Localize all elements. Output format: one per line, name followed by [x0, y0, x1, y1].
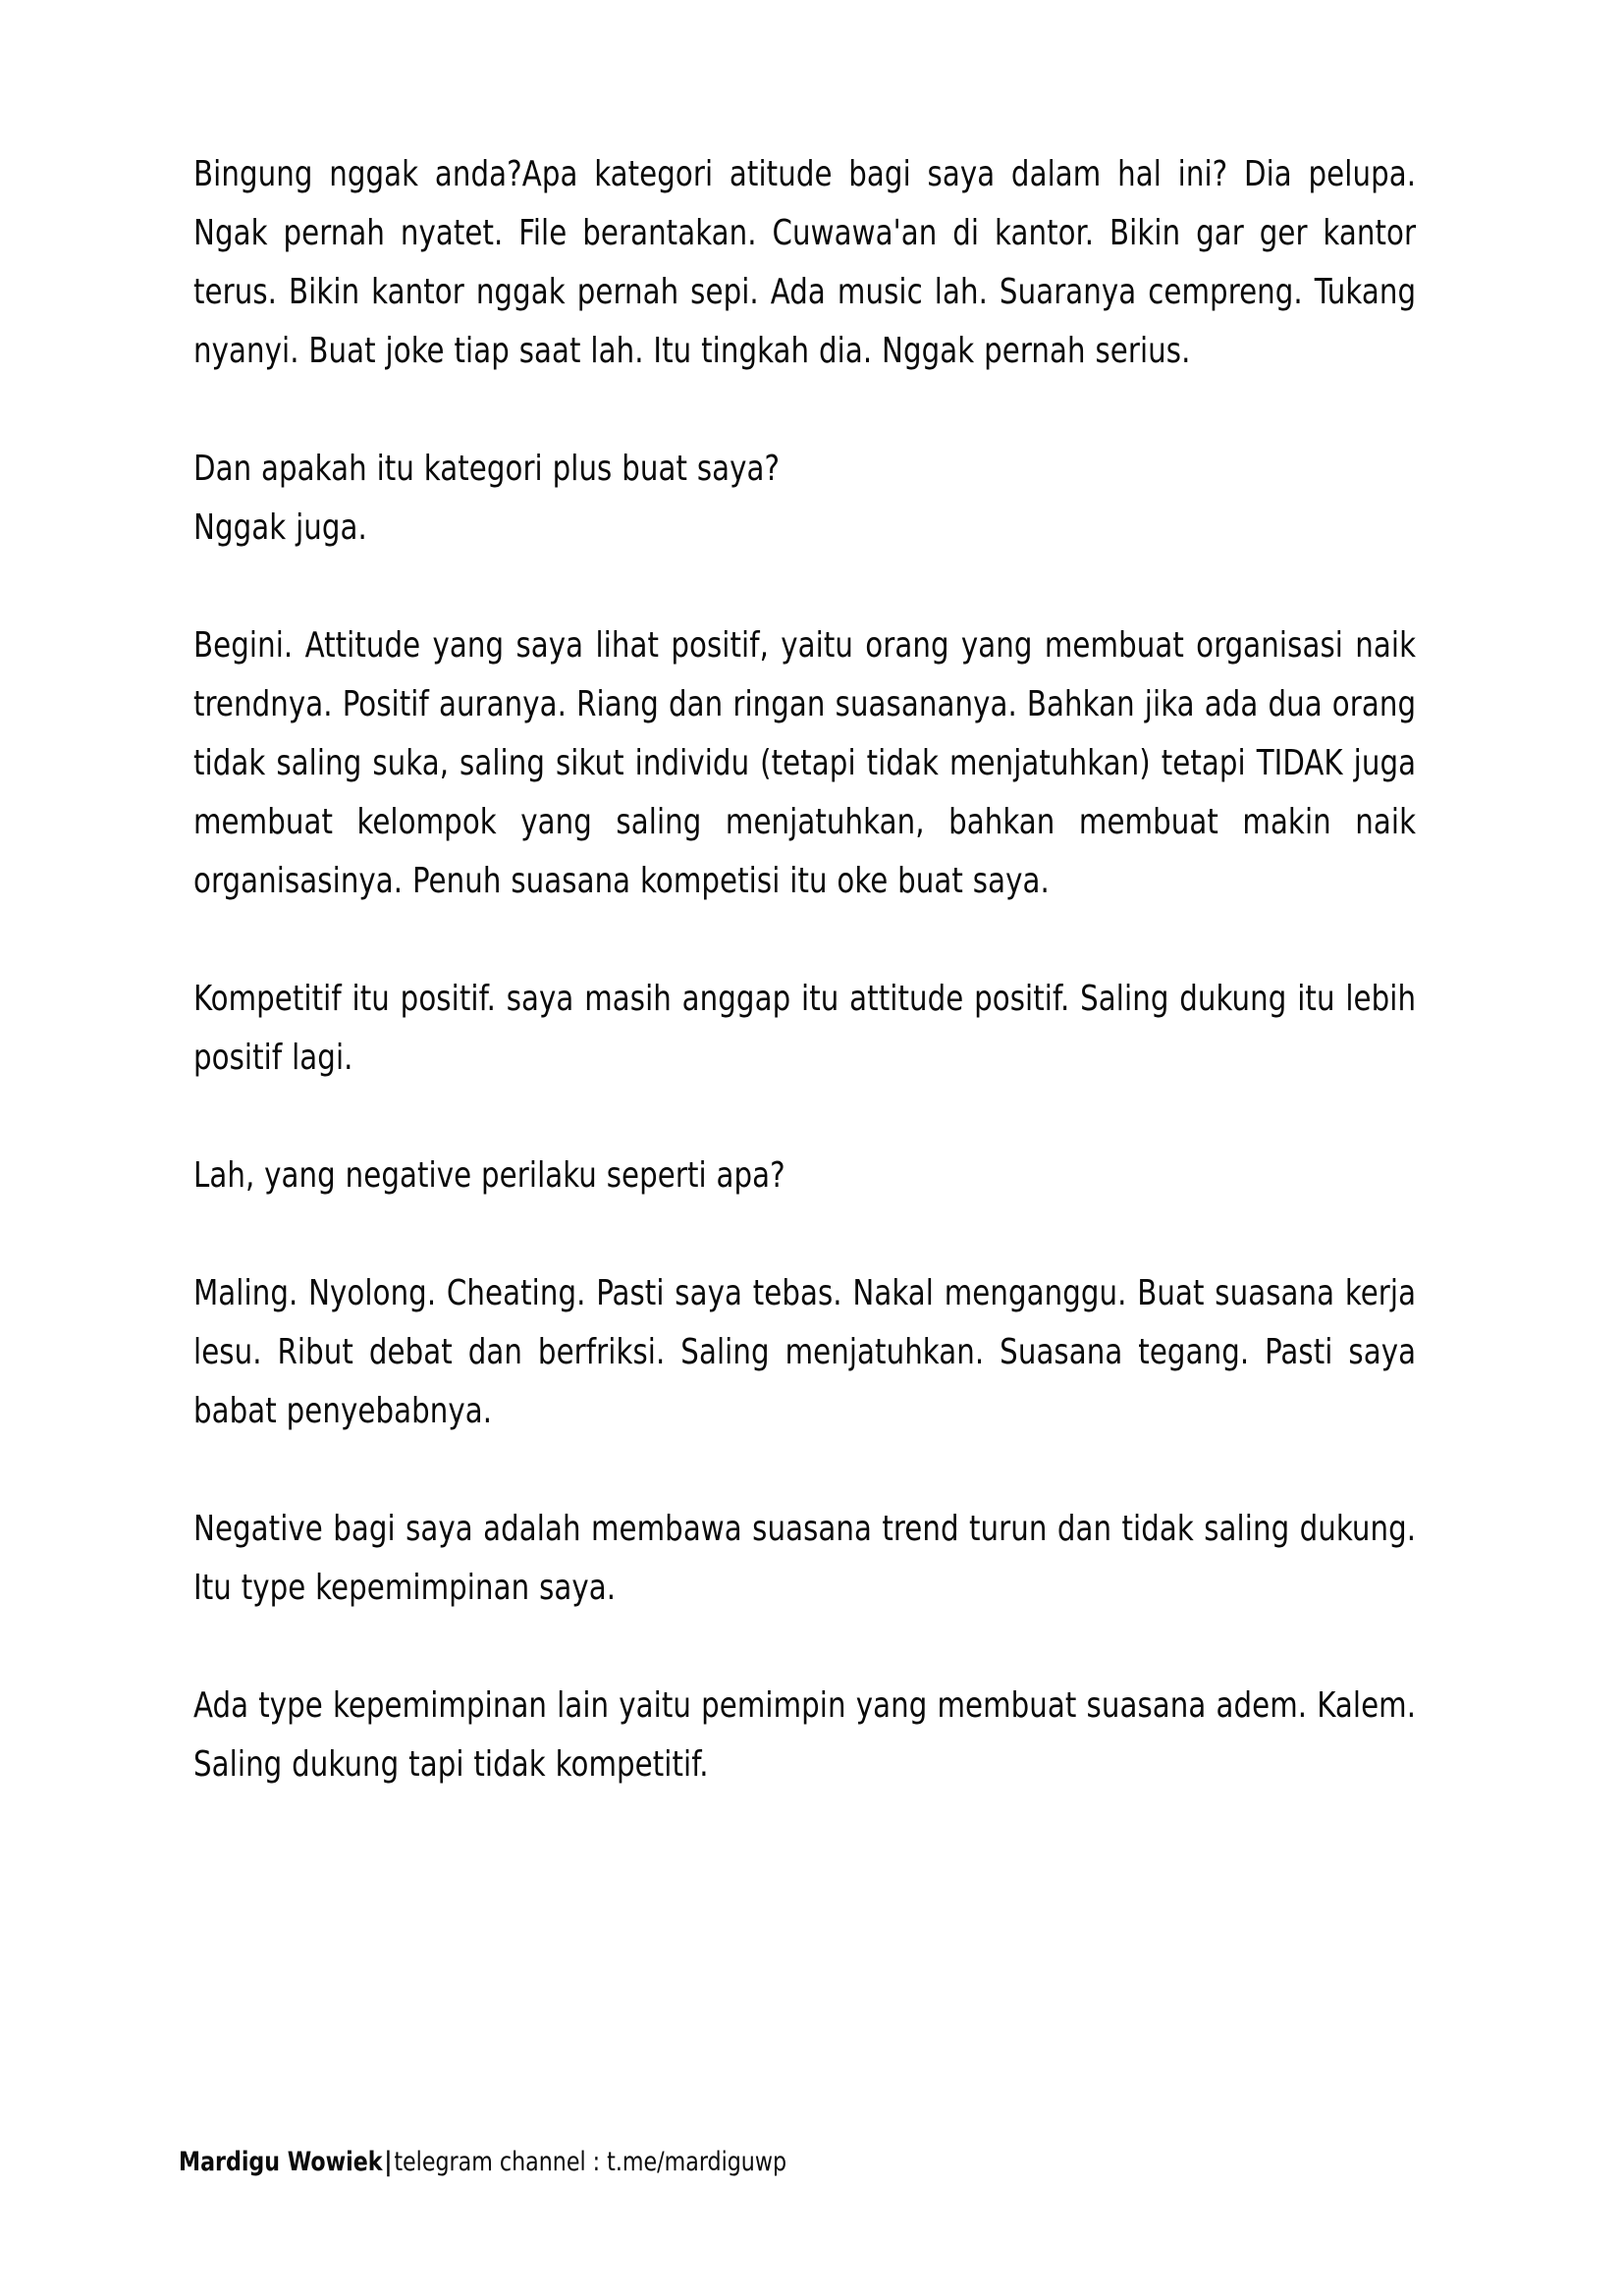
paragraph-7: Maling. Nyolong. Cheating. Pasti saya tebas. Nakal menganggu. Buat suasana kerja lesu. Ribut debat dan berfriksi. Saling menjatuhkan. Suasana tegang. Pasti saya babat penyebabnya. — [193, 1273, 1417, 1431]
paragraph-spacer — [193, 1441, 1416, 1500]
footer-channel: telegram channel : t.me/mardiguwp — [394, 2147, 787, 2177]
paragraph-4: Begini. Attitude yang saya lihat positif, yaitu orang yang membuat organisasi naik trendnya. Positif auranya. Riang dan ringan suasananya. Bahkan jika ada dua orang tidak saling suka, saling sikut individu (tetapi tidak menjatuhkan) tetapi TIDAK juga membuat kelompok yang saling menjatuhkan, bahkan membuat makin naik organisasinya. Penuh suasana kompetisi itu oke buat saya. — [193, 625, 1417, 901]
paragraph-spacer — [193, 1088, 1416, 1147]
document-body — [193, 145, 1416, 1794]
footer-author: Mardigu Wowiek — [179, 2147, 383, 2177]
paragraph-6: Lah, yang negative perilaku seperti apa? — [193, 1155, 785, 1196]
page-footer — [179, 2146, 786, 2179]
footer-separator: | — [384, 2147, 393, 2177]
paragraph-spacer — [193, 911, 1416, 970]
paragraph-spacer — [193, 381, 1416, 440]
paragraph-9: Ada type kepemimpinan lain yaitu pemimpin yang membuat suasana adem. Kalem. Saling dukung tapi tidak kompetitif. — [193, 1685, 1417, 1785]
paragraph-spacer — [193, 1205, 1416, 1264]
paragraph-1: Bingung nggak anda?Apa kategori atitude bagi saya dalam hal ini? Dia pelupa. Ngak pernah nyatet. File berantakan. Cuwawa'an di kantor. Bikin gar ger kantor terus. Bikin kantor nggak pernah sepi. Ada music lah. Suaranya cempreng. Tukang nyanyi. Buat joke tiap saat lah. Itu tingkah dia. Nggak pernah serius. — [193, 154, 1417, 371]
paragraph-3: Nggak juga. — [193, 507, 367, 548]
paragraph-2: Dan apakah itu kategori plus buat saya? — [193, 449, 781, 489]
paragraph-spacer — [193, 558, 1416, 616]
paragraph-spacer — [193, 1618, 1416, 1677]
paragraph-8: Negative bagi saya adalah membawa suasana trend turun dan tidak saling dukung. Itu type kepemimpinan saya. — [193, 1509, 1417, 1608]
paragraph-5: Kompetitif itu positif. saya masih anggap itu attitude positif. Saling dukung itu lebih positif lagi. — [193, 979, 1417, 1078]
